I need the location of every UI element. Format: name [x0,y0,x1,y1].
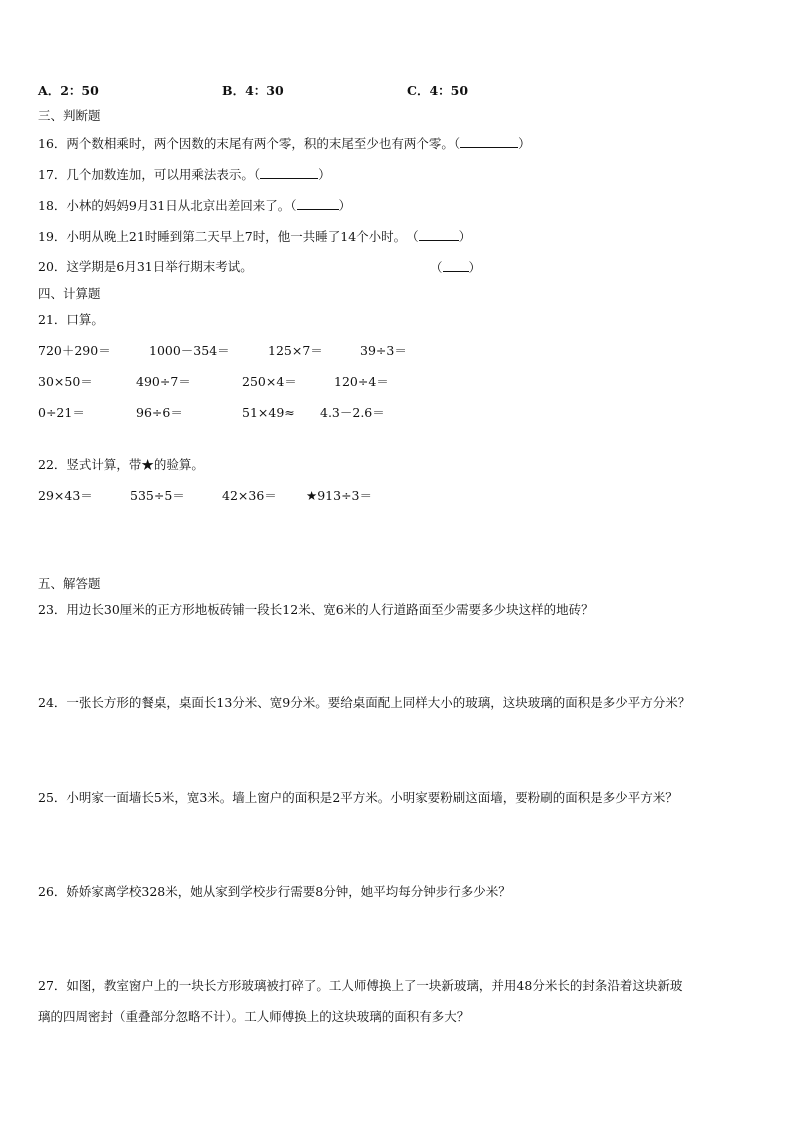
judge-text: 17．几个加数连加，可以用乘法表示。（ [38,167,261,182]
word-problem-27-line2: 璃的四周密封（重叠部分忽略不计）。工人师傅换上的这块玻璃的面积有多大？ [38,1009,470,1024]
answer-blank[interactable] [297,197,339,210]
section-heading-word-problems: 五、解答题 [38,576,101,591]
judge-text: 16．两个数相乘时，两个因数的末尾有两个零，积的末尾至少也有两个零。（ [38,136,461,151]
judge-item-18 [38,197,351,214]
answer-blank[interactable] [443,259,469,272]
mental-calc-item: 120÷4＝ [334,374,389,389]
option-c: C．4：50 [407,83,469,98]
judge-close-paren: ） [468,260,482,275]
mental-calc-item: 30×50＝ [38,374,93,389]
judge-text: 18．小林的妈妈9月31日从北京出差回来了。（ [38,198,297,213]
section-heading-judge: 三、判断题 [38,108,101,123]
mental-calc-item: 4.3－2.6＝ [320,405,385,420]
mental-calc-item: 39÷3＝ [360,343,407,358]
judge-item-16 [38,135,531,152]
judge-item-17 [38,166,331,183]
judge-close-paren: ） [338,198,352,213]
vertical-calc-item: 535÷5＝ [130,488,185,503]
word-problem-27-line1: 27．如图，教室窗户上的一块长方形玻璃被打碎了。工人师傅换上了一块新玻璃，并用48分米长的封条沿着这块新玻 [38,978,683,993]
mental-calc-item: 720＋290＝ [38,343,111,358]
judge-open-paren: （ [430,260,443,275]
judge-close-paren: ） [518,136,531,151]
q22-title: 22．竖式计算，带★的验算。 [38,457,204,472]
option-a: A．2：50 [38,83,99,98]
word-problem-23: 23．用边长30厘米的正方形地板砖铺一段长12米、宽6米的人行道路面至少需要多少块这样的地砖？ [38,602,594,617]
answer-blank[interactable] [260,166,318,179]
judge-close-paren: ） [458,229,472,244]
mental-calc-item: 125×7＝ [268,343,323,358]
judge-text: 19．小明从晚上21时睡到第二天早上7时，他一共睡了14个小时。 （ [38,229,419,244]
mental-calc-item: 96÷6＝ [136,405,183,420]
judge-item-19 [38,228,471,245]
option-b: B．4：30 [222,83,284,98]
mental-calc-item: 51×49≈ [242,405,295,420]
answer-blank[interactable] [460,135,518,148]
q21-title: 21．口算。 [38,312,104,327]
judge-close-paren: ） [318,167,331,182]
vertical-calc-item: ★913÷3＝ [306,488,372,503]
word-problem-26: 26．娇娇家离学校328米，她从家到学校步行需要8分钟，她平均每分钟步行多少米？ [38,884,511,899]
vertical-calc-item: 42×36＝ [222,488,277,503]
section-heading-calc: 四、计算题 [38,286,101,301]
judge-item-20 [38,259,253,275]
judge-item-20-answer [430,259,481,276]
word-problem-25: 25．小明家一面墙长5米，宽3米。墙上窗户的面积是2平方米。小明家要粉刷这面墙，要粉刷的面积是多少平方米？ [38,790,678,805]
mental-calc-item: 0÷21＝ [38,405,85,420]
mental-calc-item: 250×4＝ [242,374,297,389]
word-problem-24: 24．一张长方形的餐桌，桌面长13分米、宽9分米。要给桌面配上同样大小的玻璃，这块玻璃的面积是多少平方分米？ [38,695,691,710]
mental-calc-item: 1000－354＝ [149,343,230,358]
mental-calc-item: 490÷7＝ [136,374,191,389]
vertical-calc-item: 29×43＝ [38,488,93,503]
answer-blank[interactable] [419,228,459,241]
judge-text: 20．这学期是6月31日举行期末考试。 [38,259,253,274]
